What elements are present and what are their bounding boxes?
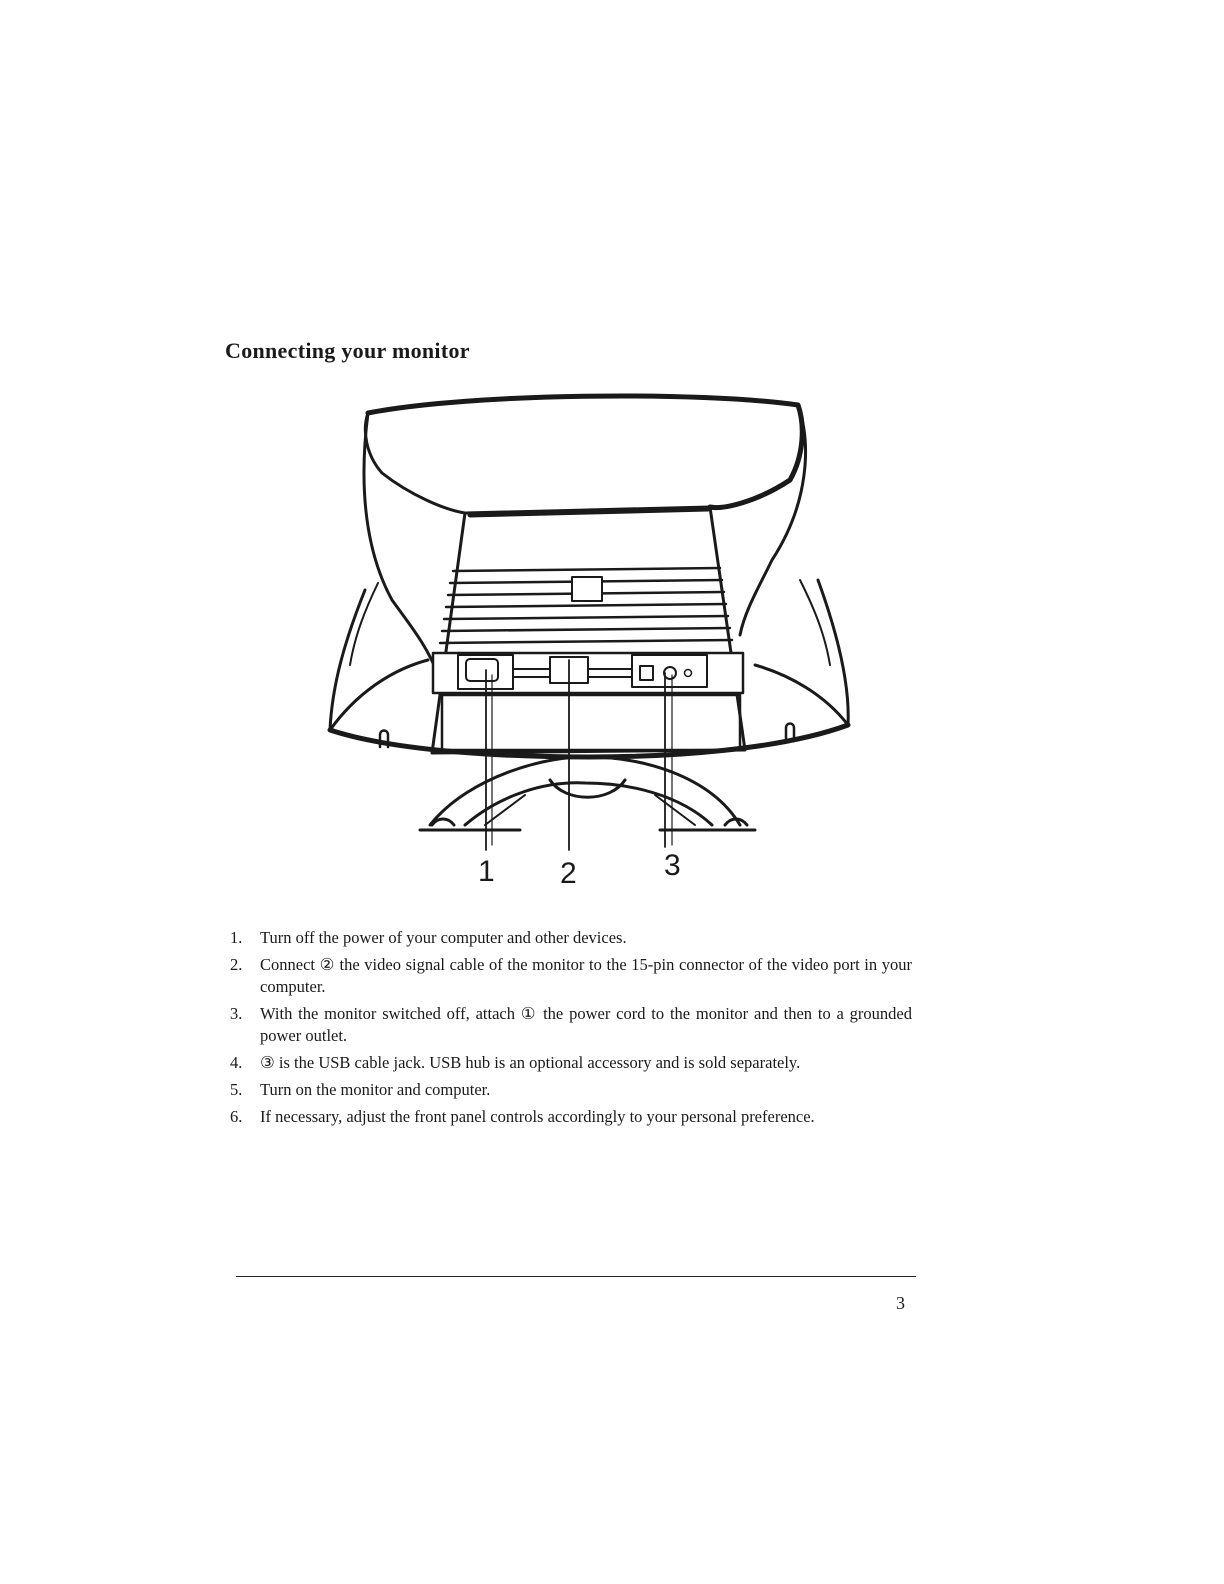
step-text: ③ is the USB cable jack. USB hub is an optional accessory and is sold separately. (260, 1053, 801, 1072)
step-number: 5. (230, 1080, 243, 1099)
list-item (230, 954, 912, 998)
monitor-rear-panel (432, 507, 745, 753)
step-text: If necessary, adjust the front panel controls accordingly to your personal preference. (260, 1107, 815, 1126)
step-number: 3. (230, 1004, 243, 1023)
callout-3: 3 (664, 849, 681, 882)
step-number: 2. (230, 955, 243, 974)
page-number: 3 (896, 1293, 905, 1313)
step-text: Turn on the monitor and computer. (260, 1080, 491, 1099)
footer-divider (236, 1276, 916, 1277)
step-text: With the monitor switched off, attach ① the power cord to the monitor and then to a grounded power outlet. (260, 1004, 912, 1045)
instruction-list (230, 927, 912, 1133)
list-item (230, 927, 912, 949)
section-heading: Connecting your monitor (225, 338, 470, 363)
list-item (230, 1079, 912, 1101)
step-number: 1. (230, 928, 243, 947)
monitor-stand (420, 757, 755, 830)
step-number: 4. (230, 1053, 243, 1072)
list-item (230, 1003, 912, 1047)
callout-2: 2 (560, 857, 577, 890)
step-number: 6. (230, 1107, 243, 1126)
list-item (230, 1106, 912, 1128)
callout-1: 1 (478, 855, 495, 888)
monitor-rear-diagram (320, 385, 860, 895)
step-text: Turn off the power of your computer and other devices. (260, 928, 627, 947)
step-text: Connect ② the video signal cable of the monitor to the 15-pin connector of the video port in your computer. (260, 955, 912, 996)
list-item (230, 1052, 912, 1074)
